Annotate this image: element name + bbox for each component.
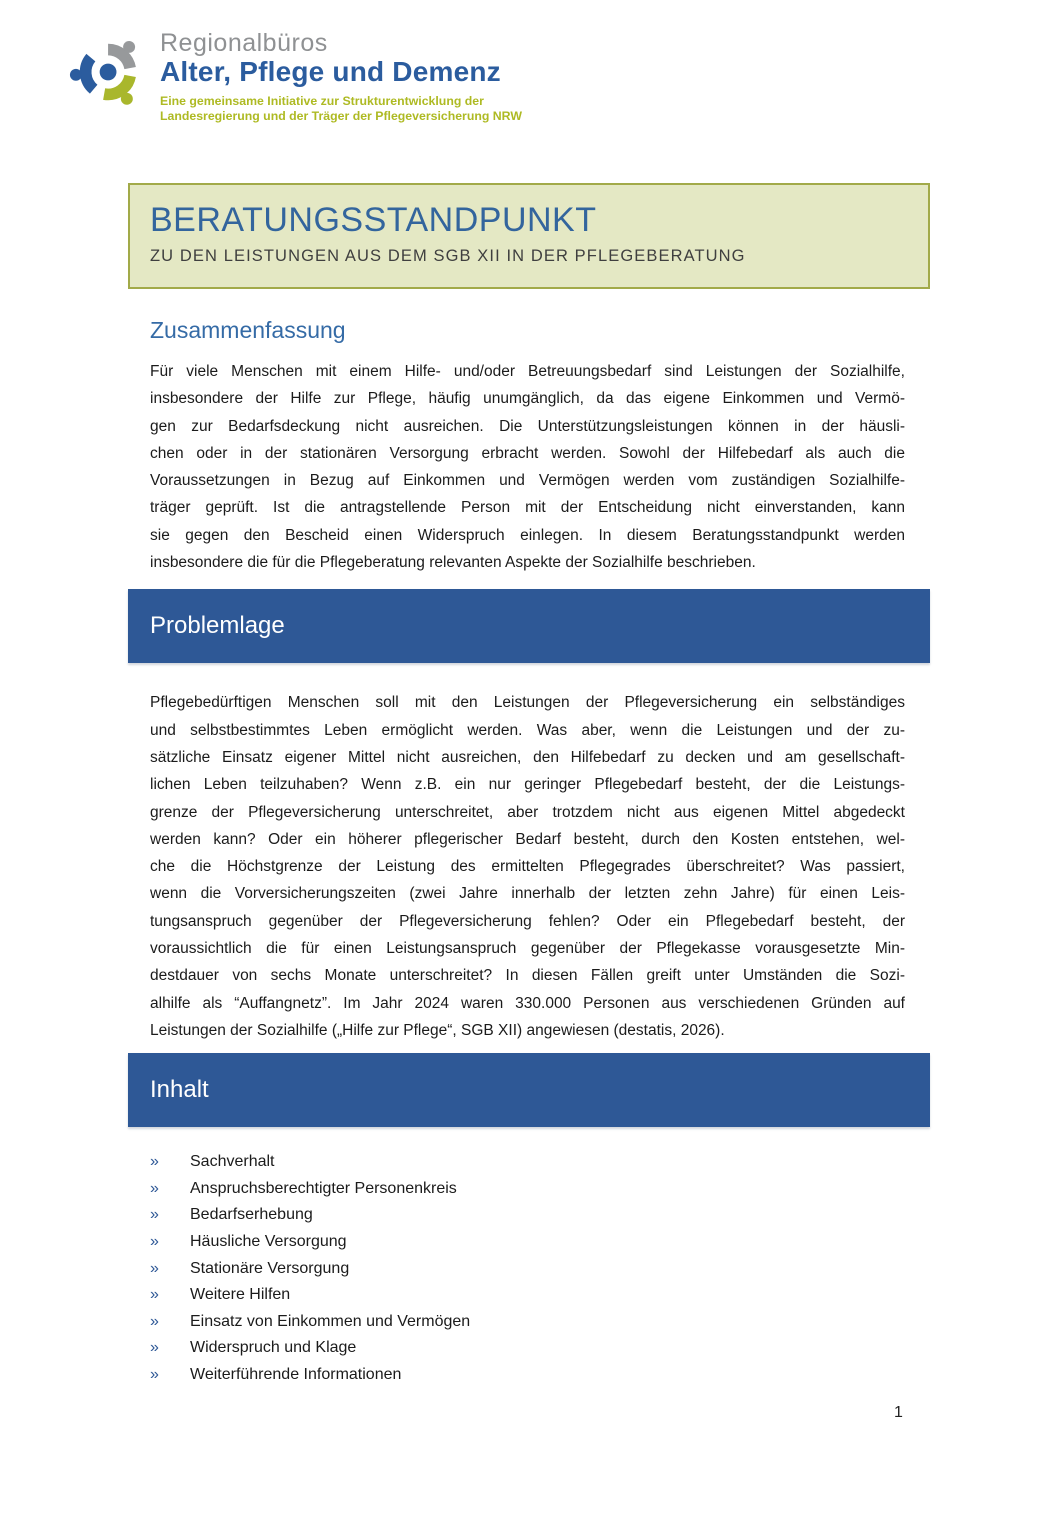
- paragraph-line: che die Höchstgrenze der Leistung des ermittelten Pflegegrades überschreitet? Was passiert,: [150, 858, 905, 876]
- toc-item-label: Weitere Hilfen: [190, 1286, 291, 1304]
- heading-inhalt: Inhalt: [150, 1076, 209, 1104]
- guillemet-bullet-icon: »: [150, 1233, 159, 1251]
- toc-item: [150, 1256, 1058, 1283]
- logo-tagline: [160, 94, 522, 123]
- toc-item-label: Stationäre Versorgung: [190, 1259, 350, 1277]
- toc-item-label: Sachverhalt: [190, 1153, 275, 1171]
- paragraph-line: grenze der Pflegeversicherung unterschreitet, aber trotzdem nicht aus eigenen Mittel abgedeckt: [150, 803, 905, 821]
- summary-paragraph: [150, 358, 905, 576]
- paragraph-line: destdauer von sechs Monate unterschreitet? In diesen Fällen greift unter Umständen die Sozi-: [150, 967, 905, 985]
- toc-item-label: Bedarfserhebung: [190, 1206, 313, 1224]
- toc-item-label: Anspruchsberechtigter Personenkreis: [190, 1179, 457, 1197]
- paragraph-line: alhilfe als “Auffangnetz”. Im Jahr 2024 waren 330.000 Personen aus verschiedenen Gründen auf: [150, 994, 905, 1012]
- logo-tagline-line1: Eine gemeinsame Initiative zur Strukturentwicklung der: [160, 94, 484, 108]
- paragraph-line: chen oder in der stationären Versorgung erbracht werden. Sowohl der Hilfebedarf als auch die: [150, 444, 905, 462]
- document-subtitle: ZU DEN LEISTUNGEN AUS DEM SGB XII IN DER PFLEGEBERATUNG: [150, 247, 746, 265]
- paragraph-line: sätzliche Einsatz eigener Mittel nicht ausreichen, den Hilfebedarf zu decken und am gesellschaft-: [150, 748, 905, 766]
- logo-tagline-line2: Landesregierung und der Träger der Pflegeversicherung NRW: [160, 108, 522, 123]
- guillemet-bullet-icon: »: [150, 1339, 159, 1357]
- paragraph-line: lichen Leben teilzuhaben? Wenn z.B. ein nur geringer Pflegebedarf besteht, der die Leistungs-: [150, 776, 905, 794]
- toc-item: [150, 1335, 1058, 1362]
- toc-item: [150, 1229, 1058, 1256]
- logo: [66, 26, 1058, 123]
- paragraph-line: Voraussetzungen in Bezug auf Einkommen und Vermögen werden vom zuständigen Sozialhilfe-: [150, 472, 905, 490]
- guillemet-bullet-icon: »: [150, 1286, 159, 1304]
- heading-zusammenfassung: Zusammenfassung: [150, 317, 346, 343]
- logo-icon: [66, 26, 152, 118]
- section-bar-inhalt: [128, 1053, 930, 1127]
- logo-text: [160, 26, 522, 123]
- paragraph-line: voraussichtlich die für einen Leistungsanspruch gegenüber der Pflegekasse vorausgesetzte Min-: [150, 940, 905, 958]
- toc-item-label: Widerspruch und Klage: [190, 1339, 357, 1357]
- logo-center-dot: [100, 64, 117, 81]
- toc-item: [150, 1282, 1058, 1309]
- toc-item-label: Häusliche Versorgung: [190, 1233, 347, 1251]
- toc-item: [150, 1176, 1058, 1203]
- toc-item: [150, 1149, 1058, 1176]
- guillemet-bullet-icon: »: [150, 1179, 159, 1197]
- toc-item: [150, 1362, 1058, 1389]
- paragraph-line: insbesondere die für die Pflegeberatung relevanten Aspekte der Sozialhilfe beschrieben.: [150, 554, 756, 572]
- toc-item: [150, 1309, 1058, 1336]
- table-of-contents: [150, 1149, 1058, 1388]
- guillemet-bullet-icon: »: [150, 1365, 159, 1383]
- paragraph-line: tungsanspruch gegenüber der Pflegeversicherung fehlen? Oder ein Pflegebedarf besteht, der: [150, 912, 905, 930]
- guillemet-bullet-icon: »: [150, 1153, 159, 1171]
- logo-org-line1: Regionalbüros: [160, 29, 328, 57]
- page-number: 1: [894, 1404, 903, 1421]
- guillemet-bullet-icon: »: [150, 1259, 159, 1277]
- paragraph-line: und selbstbestimmtes Leben ermöglicht werden. Was aber, wenn die Leistungen und der zu-: [150, 721, 905, 739]
- paragraph-line: wenn die Vorversicherungszeiten (zwei Jahre innerhalb der letzten zehn Jahre) für einen Leis-: [150, 885, 905, 903]
- logo-org-line2: Alter, Pflege und Demenz: [160, 56, 501, 87]
- title-block: [128, 183, 930, 289]
- toc-item: [150, 1202, 1058, 1229]
- paragraph-line: insbesondere der Hilfe zur Pflege, häufig unumgänglich, da das eigene Einkommen und Vermö-: [150, 390, 905, 408]
- paragraph-line: gen zur Bedarfsdeckung nicht ausreichen. Die Unterstützungsleistungen können in der häusli-: [150, 417, 905, 435]
- guillemet-bullet-icon: »: [150, 1312, 159, 1330]
- paragraph-line: Leistungen der Sozialhilfe („Hilfe zur Pflege“, SGB XII) angewiesen (destatis, 2026).: [150, 1021, 725, 1039]
- guillemet-bullet-icon: »: [150, 1206, 159, 1224]
- document-title: BERATUNGSSTANDPUNKT: [150, 201, 597, 239]
- problemlage-paragraph: [150, 689, 905, 1044]
- heading-problemlage: Problemlage: [150, 612, 285, 640]
- paragraph-line: sie gegen den Bescheid einen Widerspruch einlegen. In diesem Beratungsstandpunkt werden: [150, 526, 905, 544]
- paragraph-line: Pflegebedürftigen Menschen soll mit den Leistungen der Pflegeversicherung ein selbständiges: [150, 694, 905, 712]
- paragraph-line: werden kann? Oder ein höherer pflegerischer Bedarf besteht, durch den Kosten entstehen, wel-: [150, 830, 905, 848]
- paragraph-line: Für viele Menschen mit einem Hilfe- und/oder Betreuungsbedarf sind Leistungen der Sozialhilfe,: [150, 363, 905, 380]
- section-bar-problemlage: [128, 589, 930, 663]
- toc-item-label: Weiterführende Informationen: [190, 1365, 402, 1383]
- paragraph-line: träger geprüft. Ist die antragstellende Person mit der Entscheidung nicht einverstanden, kann: [150, 499, 905, 517]
- toc-item-label: Einsatz von Einkommen und Vermögen: [190, 1312, 471, 1330]
